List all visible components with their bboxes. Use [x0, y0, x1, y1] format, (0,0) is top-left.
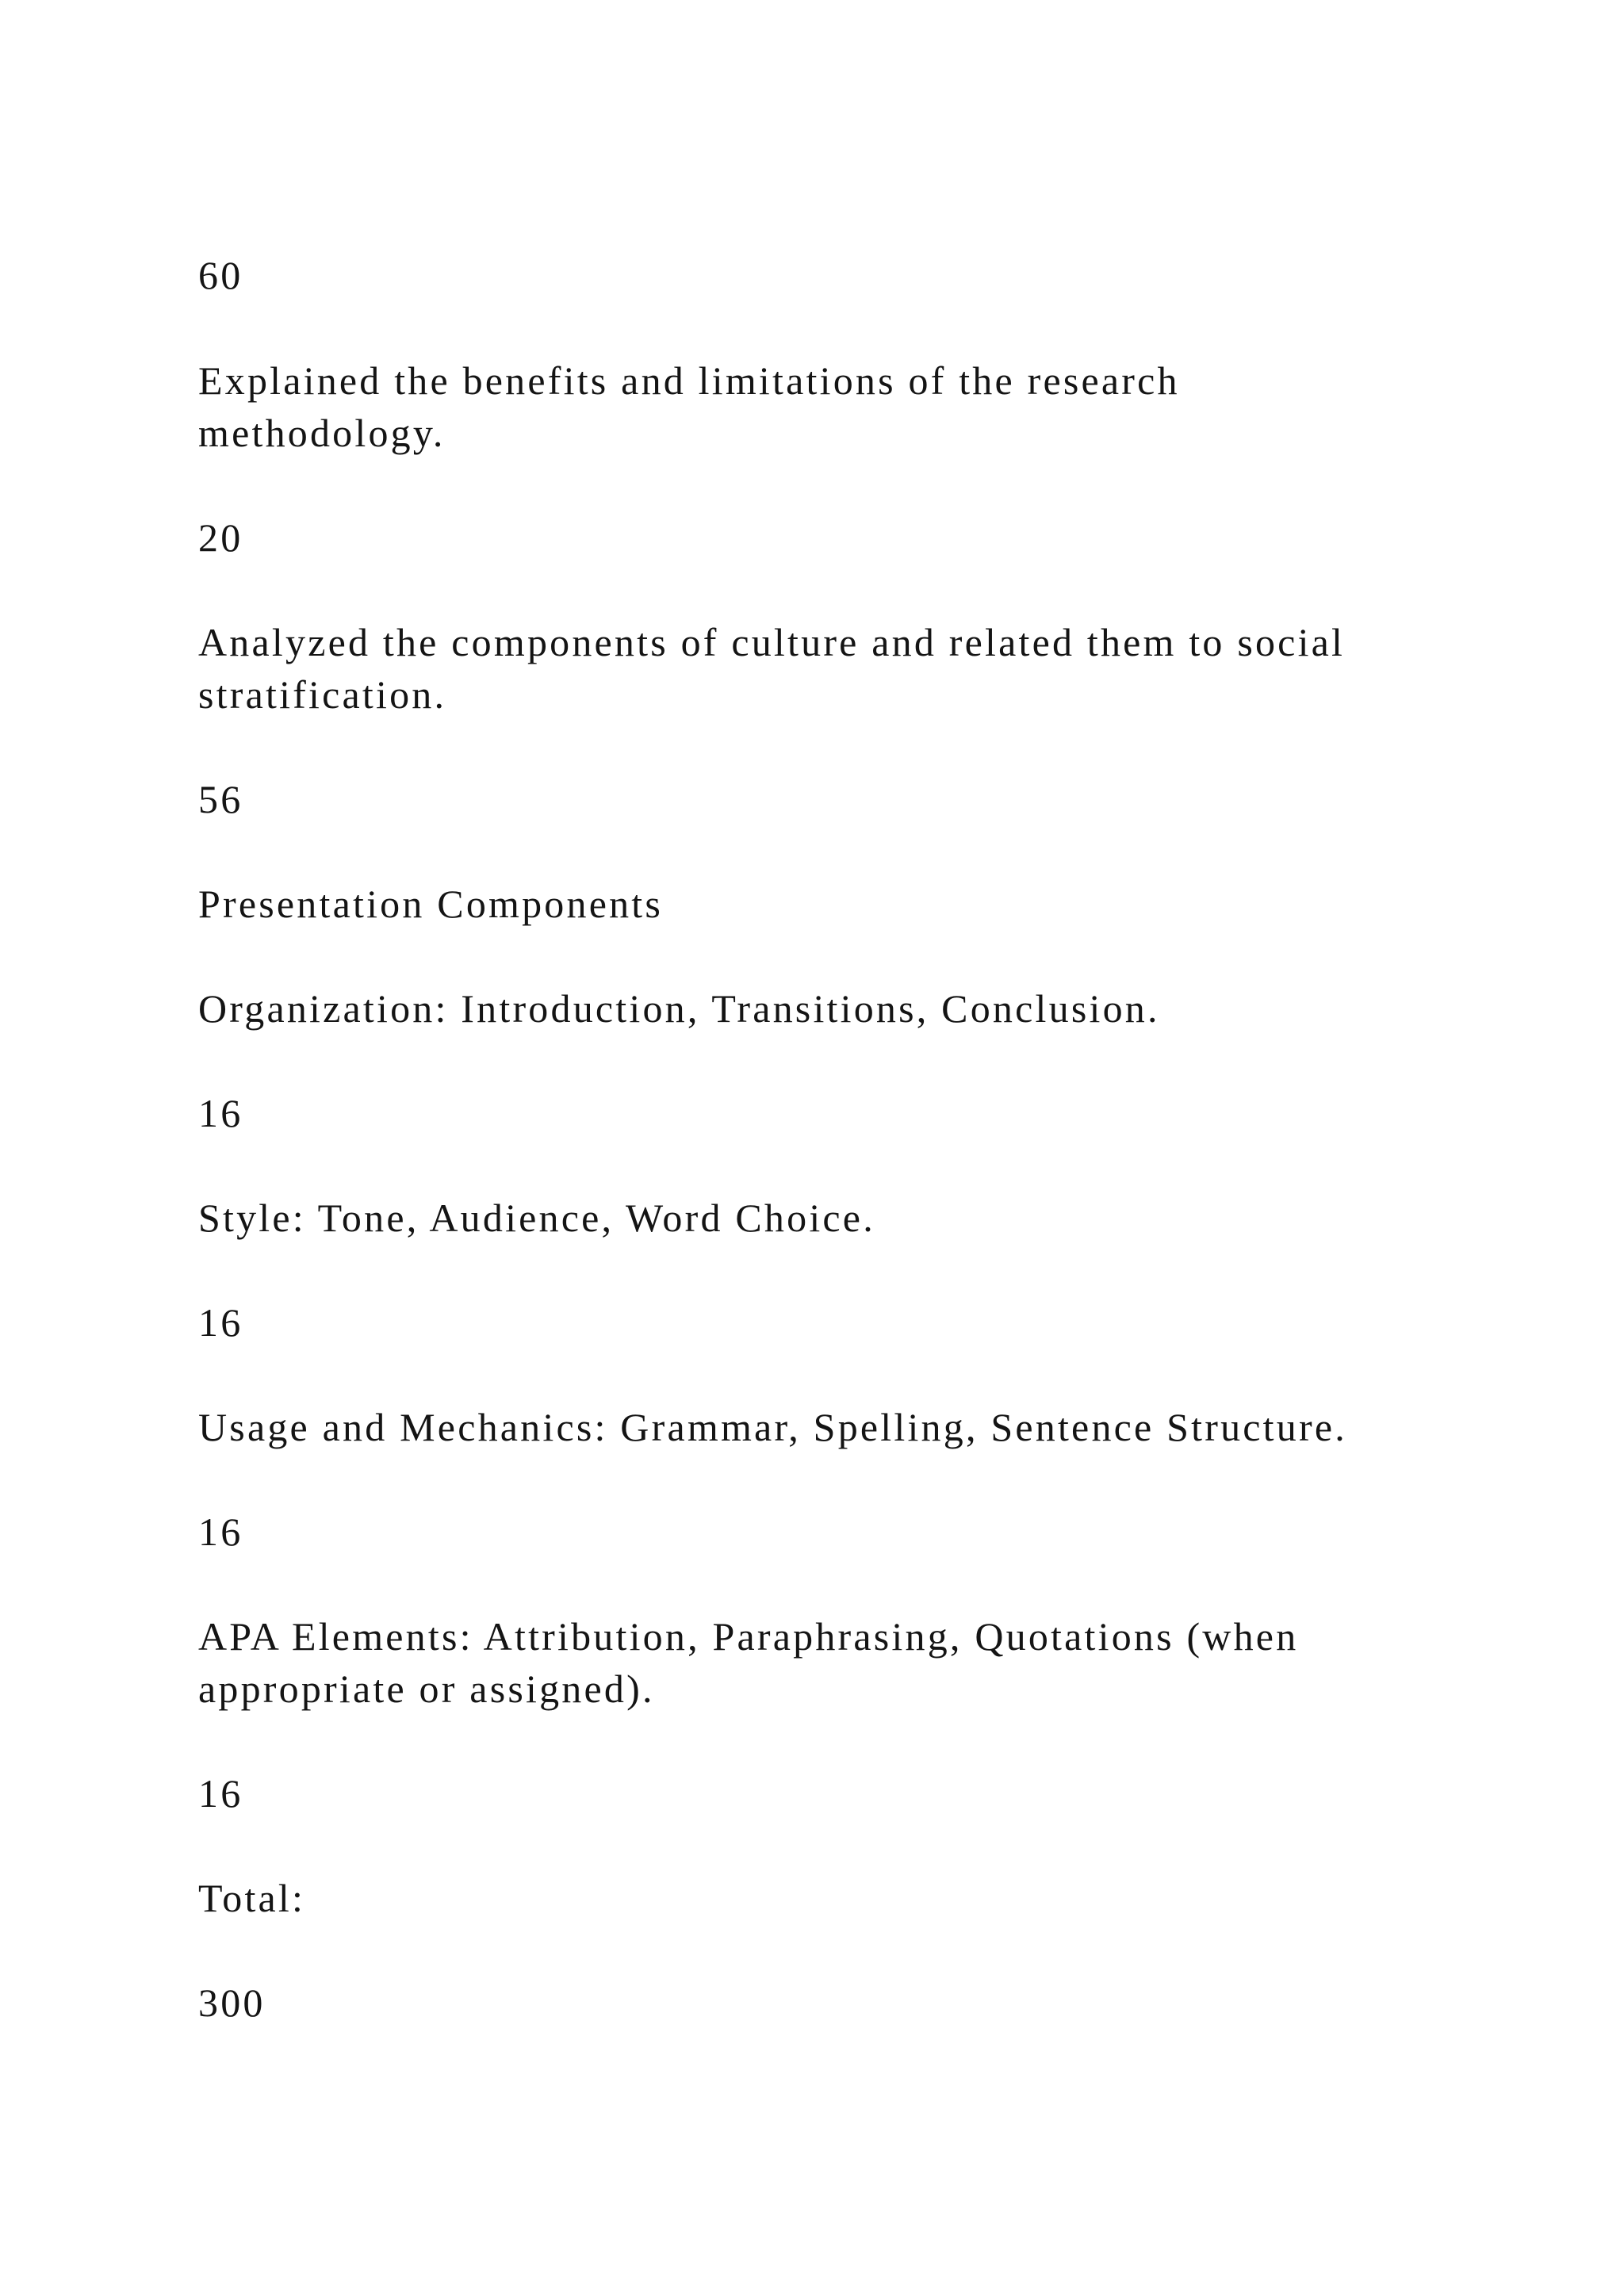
section-heading: Presentation Components — [198, 882, 664, 926]
score-56: 56 — [198, 777, 243, 821]
total-value: 300 — [198, 1980, 266, 2025]
score-60: 60 — [198, 253, 243, 297]
criterion-methodology-line-1: Explained the benefits and limitations of the research — [198, 358, 1180, 403]
score-organization: 16 — [198, 1091, 243, 1135]
criterion-apa-line-2: appropriate or assigned). — [198, 1667, 655, 1711]
score-style: 16 — [198, 1300, 243, 1345]
criterion-culture-line-1: Analyzed the components of culture and related them to social — [198, 620, 1346, 664]
criterion-apa-line-1: APA Elements: Attribution, Paraphrasing, Quotations (when — [198, 1614, 1299, 1659]
total-label: Total: — [198, 1876, 306, 1920]
criterion-culture-line-2: stratification. — [198, 672, 447, 717]
criterion-methodology-line-2: methodology. — [198, 411, 446, 455]
score-apa: 16 — [198, 1771, 243, 1816]
criterion-organization: Organization: Introduction, Transitions, Conclusion. — [198, 986, 1160, 1031]
criterion-usage: Usage and Mechanics: Grammar, Spelling, Sentence Structure. — [198, 1405, 1347, 1449]
score-20: 20 — [198, 515, 243, 560]
criterion-style: Style: Tone, Audience, Word Choice. — [198, 1196, 875, 1240]
score-usage: 16 — [198, 1510, 243, 1554]
